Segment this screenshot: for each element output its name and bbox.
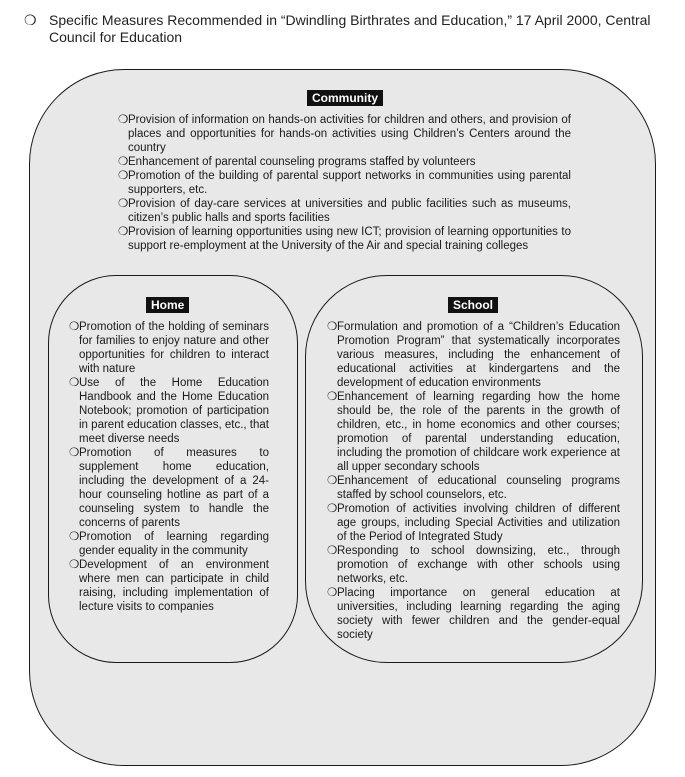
home-item: [69, 446, 269, 530]
home-label: Home: [146, 297, 189, 313]
school-item-text: Placing importance on general education at universities, including learning regarding the aging society with fewer children and the gender-equal society: [337, 587, 620, 641]
bullet-icon: ❍: [118, 156, 129, 168]
school-item-text: Enhancement of learning regarding how the home should be, the role of the parents in the growth of children, etc., in home economics and other courses; promotion of parental understanding education, including the promotion of childcare work experience at all upper secondary schools: [337, 391, 620, 473]
community-item-text: Promotion of the building of parental support networks in communities using parental supporters, etc.: [128, 170, 571, 196]
community-item-text: Provision of learning opportunities using new ICT; provision of learning opportunities to support re-employment at the University of the Air and special training colleges: [128, 226, 571, 252]
bullet-icon: ❍: [118, 226, 129, 238]
home-item: [69, 320, 269, 376]
home-item: [69, 558, 269, 614]
school-item: [327, 320, 620, 390]
community-item-text: Provision of information on hands-on activities for children and others, and provision of places and opportunities for hands-on activities using Children’s Centers around the country: [128, 114, 571, 154]
school-item: [327, 544, 620, 586]
community-item: [118, 225, 571, 253]
community-item: [118, 197, 571, 225]
bullet-icon: ❍: [118, 198, 129, 210]
home-item: [69, 530, 269, 558]
home-list: [69, 320, 269, 614]
community-item: [118, 155, 571, 169]
school-item: [327, 586, 620, 642]
school-label: School: [448, 297, 498, 313]
bullet-icon: ❍: [69, 531, 80, 543]
heading-bullet-icon: ❍: [24, 12, 37, 28]
community-item-text: Enhancement of parental counseling programs staffed by volunteers: [128, 156, 476, 168]
home-item-text: Promotion of the holding of seminars for families to enjoy nature and other opportunities for children to interact with nature: [79, 321, 269, 375]
school-item-text: Responding to school downsizing, etc., through promotion of exchange with other schools using networks, etc.: [337, 545, 620, 585]
bullet-icon: ❍: [327, 587, 338, 599]
community-item: [118, 169, 571, 197]
heading-text: Specific Measures Recommended in “Dwindling Birthrates and Education,” 17 April 2000, Central Council for Education: [49, 12, 651, 45]
school-item-text: Formulation and promotion of a “Children’s Education Promotion Program” that systematically incorporates various measures, including the enhancement of educational activities at kindergartens and the development of education environments: [337, 321, 620, 389]
bullet-icon: ❍: [69, 447, 80, 459]
home-item-text: Promotion of learning regarding gender equality in the community: [79, 531, 269, 557]
school-list: [327, 320, 620, 642]
bullet-icon: ❍: [69, 321, 80, 333]
school-item: [327, 502, 620, 544]
heading: [24, 12, 664, 46]
bullet-icon: ❍: [69, 377, 80, 389]
school-item: [327, 390, 620, 474]
school-item-text: Enhancement of educational counseling programs staffed by school counselors, etc.: [337, 475, 620, 501]
home-item: [69, 376, 269, 446]
home-item-text: Use of the Home Education Handbook and the Home Education Notebook; promotion of participation in parent education classes, etc., that meet diverse needs: [79, 377, 269, 445]
bullet-icon: ❍: [327, 321, 338, 333]
community-item: [118, 113, 571, 155]
school-item: [327, 474, 620, 502]
bullet-icon: ❍: [327, 475, 338, 487]
bullet-icon: ❍: [327, 391, 338, 403]
community-item-text: Provision of day-care services at universities and public facilities such as museums, citizen’s public halls and sports facilities: [128, 198, 571, 224]
school-item-text: Promotion of activities involving children of different age groups, including Special Activities and utilization of the Period of Integrated Study: [337, 503, 620, 543]
home-item-text: Development of an environment where men can participate in child raising, including implementation of lecture visits to companies: [79, 559, 269, 613]
community-label: Community: [307, 90, 383, 106]
bullet-icon: ❍: [327, 545, 338, 557]
home-item-text: Promotion of measures to supplement home education, including the development of a 24-hour counseling hotline as part of a counseling system to handle the concerns of parents: [79, 447, 269, 529]
bullet-icon: ❍: [118, 170, 129, 182]
bullet-icon: ❍: [69, 559, 80, 571]
community-list: [118, 113, 571, 253]
bullet-icon: ❍: [118, 114, 129, 126]
bullet-icon: ❍: [327, 503, 338, 515]
